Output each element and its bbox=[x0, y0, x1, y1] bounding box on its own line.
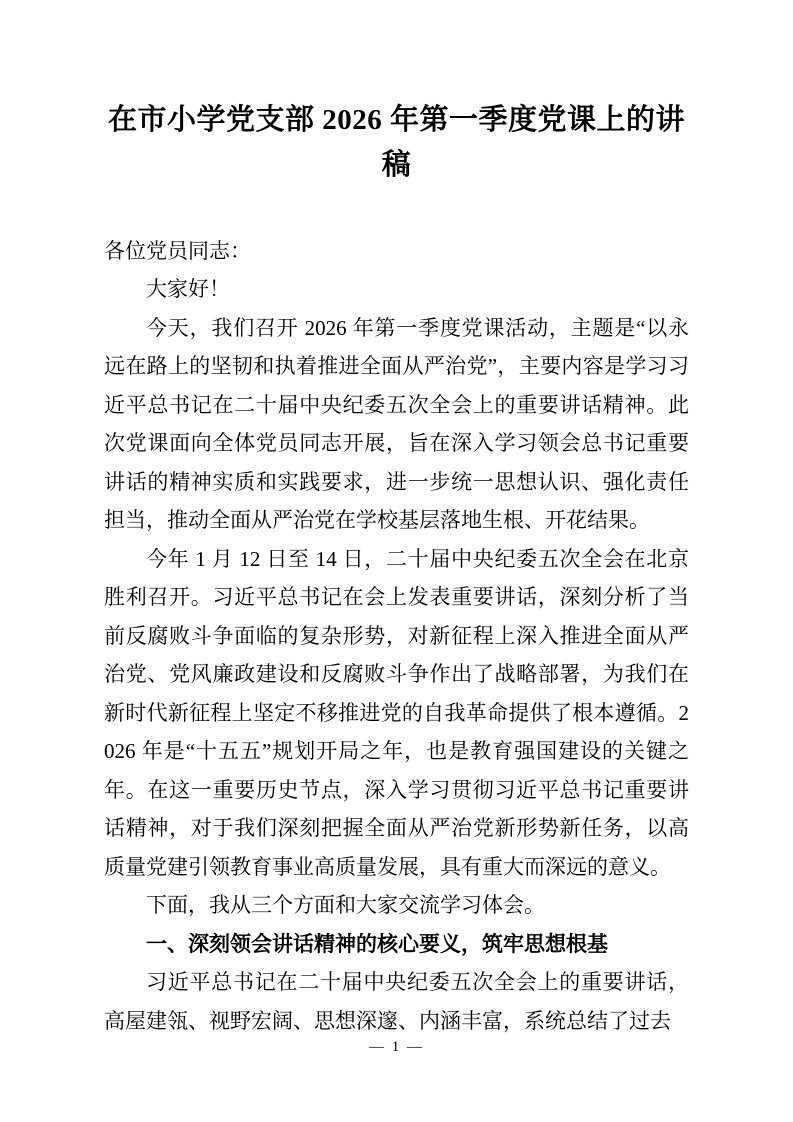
document-title: 在市小学党支部 2026 年第一季度党课上的讲稿 bbox=[107, 104, 685, 181]
paragraph-salutation: 各位党员同志： bbox=[104, 238, 251, 263]
paragraph-greeting: 大家好！ bbox=[146, 277, 230, 302]
document-body bbox=[104, 232, 689, 1041]
section-heading-1: 一、深刻领会讲话精神的核心要义，筑牢思想根基 bbox=[146, 931, 608, 956]
paragraph-section1-body: 习近平总书记在二十届中央纪委五次全会上的重要讲话，高屋建瓴、视野宏阔、思想深邃、内涵丰富，系统总结了过去 bbox=[104, 970, 689, 1033]
paragraph-transition: 下面，我从三个方面和大家交流学习体会。 bbox=[146, 893, 545, 918]
page-number: — 1 — bbox=[369, 1039, 424, 1055]
paragraph-intro: 今天，我们召开 2026 年第一季度党课活动，主题是“以永远在路上的坚韧和执着推进全面从严治党”，主要内容是学习习近平总书记在二十届中央纪委五次全会上的重要讲话精神。此次党课面向全体党员同志开展，旨在深入学习领会总书记重要讲话的精神实质和实践要求，进一步统一思想认识、强化责任担当，推动全面从严治党在学校基层落地生根、开花结果。 bbox=[104, 315, 689, 533]
paragraph-background: 今年 1 月 12 日至 14 日，二十届中央纪委五次全会在北京胜利召开。习近平总书记在会上发表重要讲话，深刻分析了当前反腐败斗争面临的复杂形势，对新征程上深入推进全面从严治党、党风廉政建设和反腐败斗争作出了战略部署，为我们在新时代新征程上坚定不移推进党的自我革命提供了根本遵循。2026 年是“十五五”规划开局之年，也是教育强国建设的关键之年。在这一重要历史节点，深入学习贯彻习近平总书记重要讲话精神，对于我们深刻把握全面从严治党新形势新任务，以高质量党建引领教育事业高质量发展，具有重大而深远的意义。 bbox=[104, 546, 689, 879]
